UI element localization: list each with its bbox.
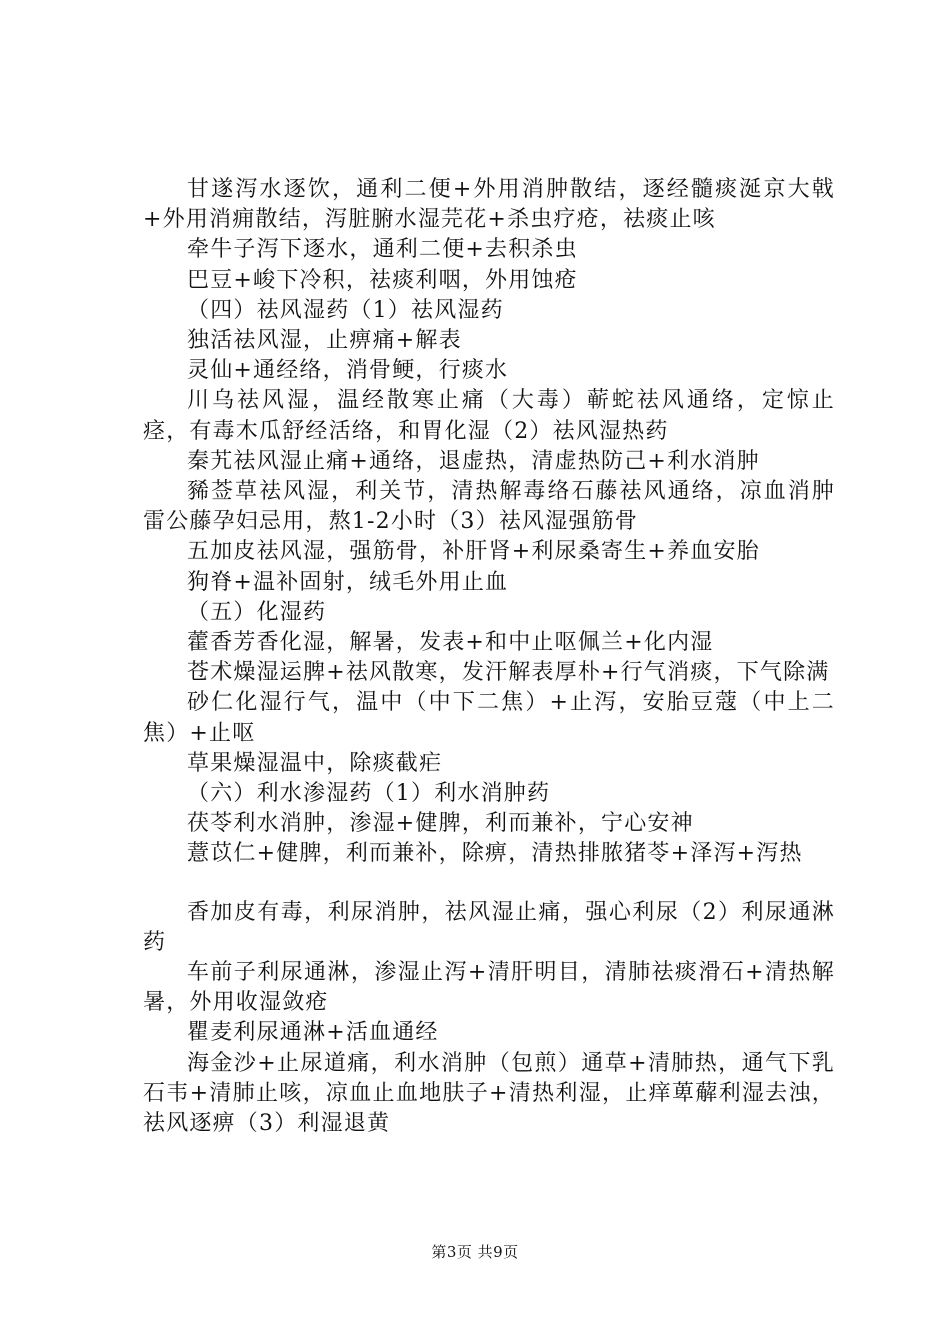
page-footer [0,1241,950,1262]
paragraph: 砂仁化湿行气，温中（中下二焦）+止泻，安胎豆蔻（中上二焦）+止呕 [143,690,835,746]
paragraph: 车前子利尿通淋，渗湿止泻+清肝明目，清肺祛痰滑石+清热解暑，外用收湿敛疮 [143,960,835,1016]
section-heading: （六）利水渗湿药（1）利水消肿药 [187,781,551,807]
paragraph: 香加皮有毒，利尿消肿，祛风湿止痛，强心利尿（2）利尿通淋药 [143,899,835,955]
paragraph: 草果燥湿温中，除痰截疟 [187,750,443,776]
paragraph: 川乌祛风湿，温经散寒止痛（大毒）蕲蛇祛风通络，定惊止痉，有毒木瓜舒经活络，和胃化湿（2）祛风湿热药 [143,388,835,444]
paragraph: 独活祛风湿，止痹痛+解表 [187,328,462,354]
section-heading: （五）化湿药 [187,599,327,625]
paragraph: 苍术燥湿运脾+祛风散寒，发汗解表厚朴+行气消痰，下气除满 [187,660,830,686]
paragraph: 茯苓利水消肿，渗湿+健脾，利而兼补，宁心安神 [187,811,694,837]
paragraph: 甘遂泻水逐饮，通利二便+外用消肿散结，逐经髓痰涎京大戟+外用消痈散结，泻脏腑水湿芫花+杀虫疗疮，祛痰止咳 [143,177,835,233]
paragraph: 豨莶草祛风湿，利关节，清热解毒络石藤祛风通络，凉血消肿雷公藤孕妇忌用，熬1-2小时（3）祛风湿强筋骨 [143,479,835,535]
page-number-label: 第3页 共9页 [431,1243,519,1261]
paragraph: 瞿麦利尿通淋+活血通经 [187,1020,439,1046]
section-heading: （四）祛风湿药（1）祛风湿药 [187,297,504,323]
paragraph: 灵仙+通经络，消骨鲠，行痰水 [187,358,509,384]
paragraph: 五加皮祛风湿，强筋骨，补肝肾+利尿桑寄生+养血安胎 [187,539,760,565]
paragraph: 秦艽祛风湿止痛+通络，退虚热，清虚热防己+利水消肿 [187,448,760,474]
document-body [143,175,835,1139]
paragraph: 海金沙+止尿道痛，利水消肿（包煎）通草+清肺热，通气下乳石韦+清肺止咳，凉血止血地肤子+清热利湿，止痒萆薢利湿去浊，祛风逐痹（3）利湿退黄 [143,1050,835,1137]
paragraph: 牵牛子泻下逐水，通利二便+去积杀虫 [187,237,578,263]
paragraph: 巴豆+峻下冷积，祛痰利咽，外用蚀疮 [187,267,578,293]
paragraph: 狗脊+温补固射，绒毛外用止血 [187,569,509,595]
paragraph: 藿香芳香化湿，解暑，发表+和中止呕佩兰+化内湿 [187,630,714,656]
paragraph: 薏苡仁+健脾，利而兼补，除痹，清热排脓猪苓+泽泻+泻热 [187,841,803,867]
